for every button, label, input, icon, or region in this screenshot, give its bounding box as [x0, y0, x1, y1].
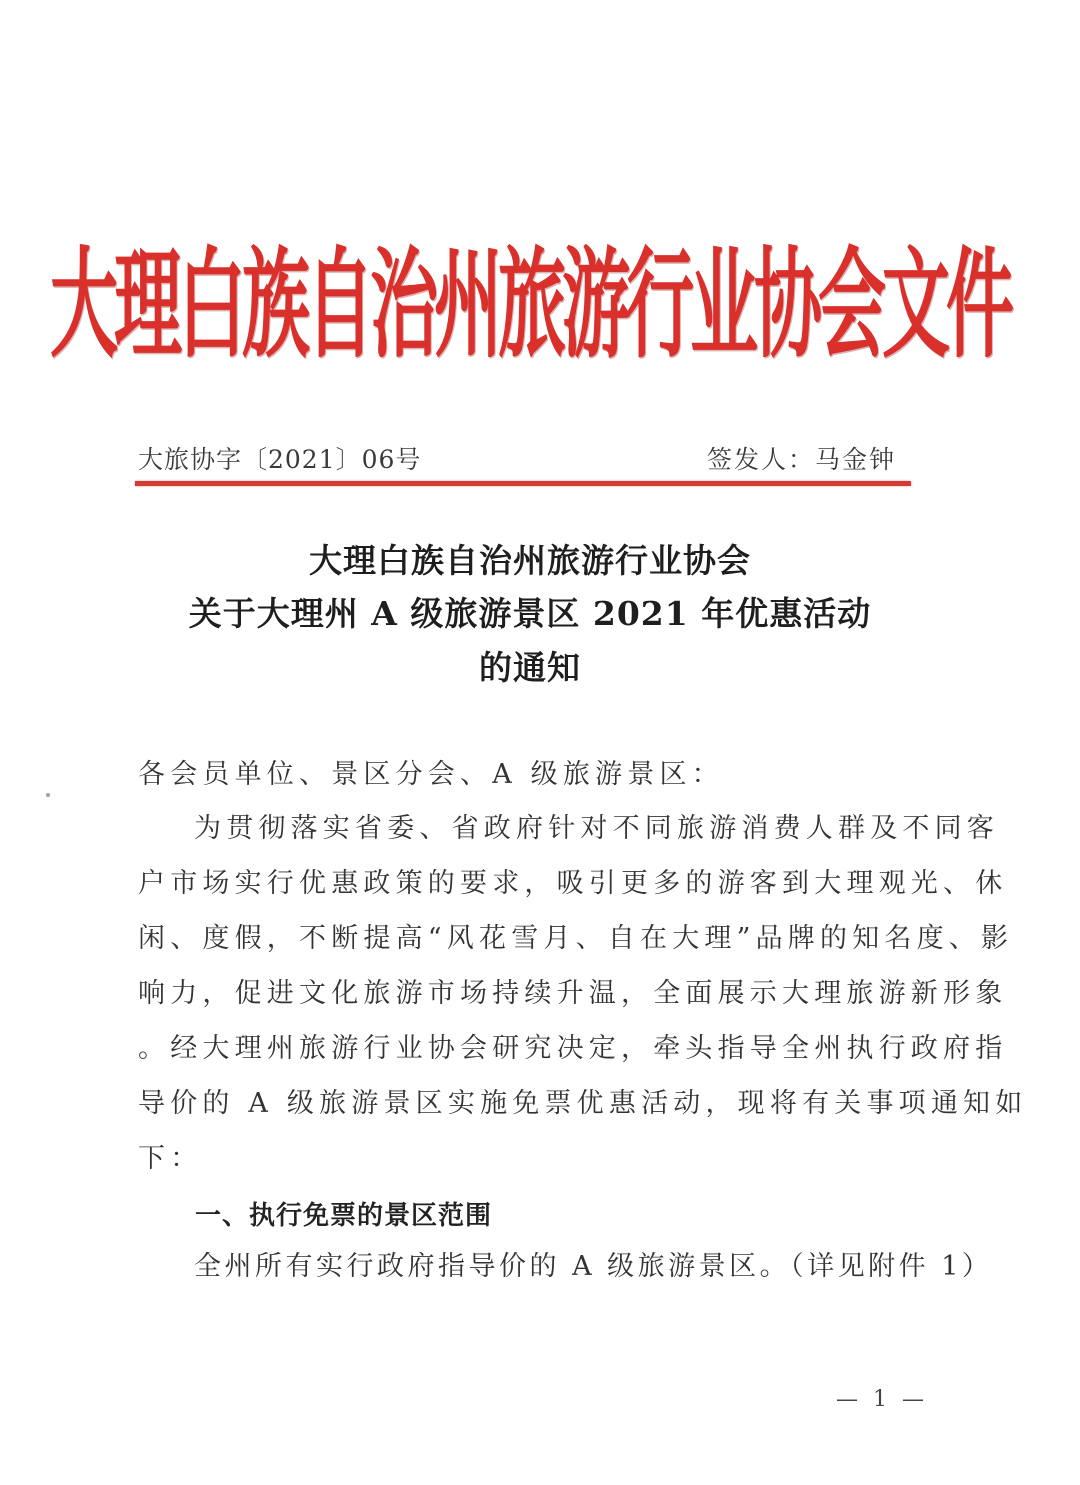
paragraph-line: 导价的 A 级旅游景区实施免票优惠活动，现将有关事项通知如	[138, 1088, 1028, 1119]
issuer: 签发人：马金钟	[706, 445, 896, 474]
title-line-1: 大理白族自治州旅游行业协会	[309, 541, 751, 580]
section-heading-1: 一、执行免票的景区范围	[195, 1201, 493, 1231]
paragraph-line: 下：	[138, 1143, 203, 1174]
paragraph-line: 为贯彻落实省委、省政府针对不同旅游消费人群及不同客	[194, 813, 999, 844]
title-line-2: 关于大理州 A 级旅游景区 2021 年优惠活动	[188, 594, 872, 633]
title-line-3: 的通知	[479, 648, 581, 687]
paragraph-line: 响力，促进文化旅游市场持续升温，全面展示大理旅游新形象	[138, 978, 1008, 1009]
section-1-text: 全州所有实行政府指导价的 A 级旅游景区。（详见附件 1）	[194, 1251, 993, 1282]
masthead-title: 大理白族自治州旅游行业协会文件	[50, 236, 1011, 375]
paragraph-line: 闲、度假，不断提高“风花雪月、自在大理”品牌的知名度、影	[138, 923, 1014, 954]
paragraph-line: 户市场实行优惠政策的要求，吸引更多的游客到大理观光、休	[138, 868, 1008, 899]
page-number: — 1 —	[836, 1387, 928, 1412]
salutation: 各会员单位、景区分会、A 级旅游景区：	[138, 759, 724, 790]
red-divider	[135, 481, 911, 486]
paragraph-line: 。经大理州旅游行业协会研究决定，牵头指导全州执行政府指	[138, 1033, 1008, 1064]
masthead	[50, 215, 1011, 375]
document-number: 大旅协字〔2021〕06号	[138, 445, 422, 474]
scan-speck	[46, 793, 50, 797]
